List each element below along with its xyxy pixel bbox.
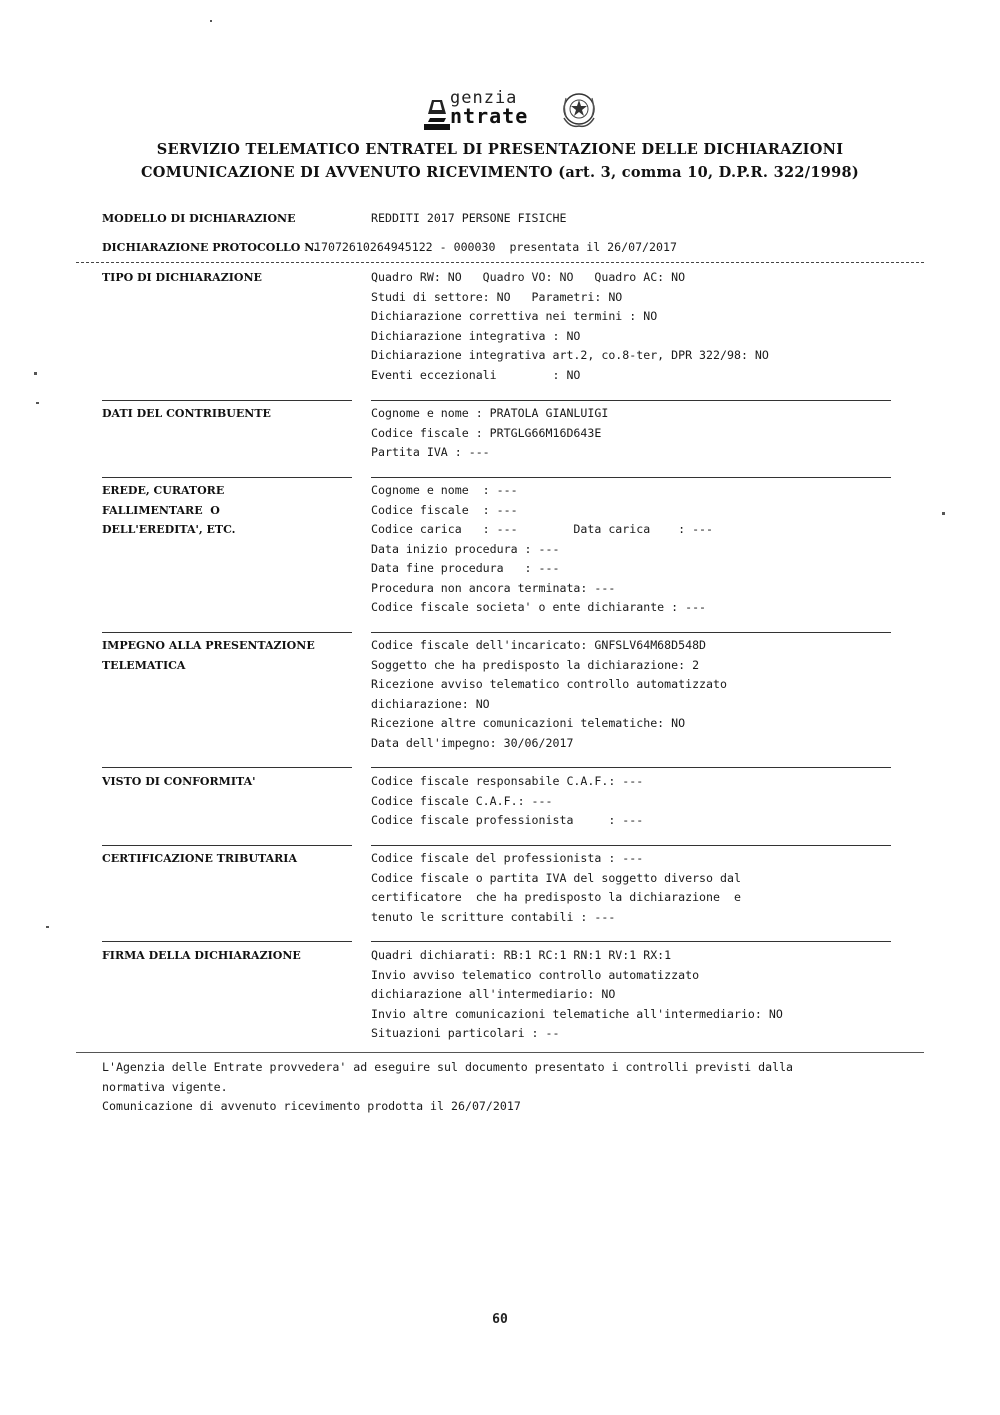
section-label: CERTIFICAZIONE TRIBUTARIA — [102, 852, 297, 865]
section-line: Cognome e nome : --- — [371, 483, 518, 497]
logo-agenzia-text: genzia — [450, 88, 518, 108]
section-line: dichiarazione all'intermediario: NO — [371, 987, 616, 1001]
section-divider-right — [371, 767, 891, 768]
section-line: Data inizio procedura : --- — [371, 541, 560, 556]
section-line: Quadro RW: NO Quadro VO: NO Quadro AC: NO — [371, 270, 686, 284]
modello-label: MODELLO DI DICHIARAZIONE — [102, 212, 296, 225]
scan-speck — [34, 372, 37, 375]
scan-speck — [46, 926, 49, 928]
section-divider-left — [102, 632, 352, 633]
section-line: Codice fiscale responsabile C.A.F.: --- — [371, 774, 644, 788]
section-line: Data fine procedura : --- — [371, 561, 560, 575]
section-line: Eventi eccezionali : NO — [371, 367, 581, 382]
section-divider-right — [371, 477, 891, 478]
section-label: DELL'EREDITA', ETC. — [102, 523, 236, 536]
scan-speck — [942, 512, 945, 515]
section-line: dichiarazione: NO — [371, 696, 490, 711]
section-line: Codice carica : --- Data carica : --- — [371, 522, 714, 536]
section-line: Situazioni particolari : -- — [371, 1026, 560, 1040]
footer-line: normativa vigente. — [102, 1079, 228, 1094]
section-line: Codice fiscale professionista : --- — [371, 813, 644, 827]
section-label: IMPEGNO ALLA PRESENTAZIONE — [102, 639, 315, 652]
section-line: Codice fiscale del professionista : --- — [371, 851, 644, 865]
section-divider-left — [102, 767, 352, 768]
section-line: Procedura non ancora terminata: --- — [371, 580, 616, 595]
footer-divider — [76, 1052, 924, 1053]
protocollo-value: 17072610264945122 - 000030 presentata il 26/07/2017 — [314, 240, 677, 254]
protocollo-label: DICHIARAZIONE PROTOCOLLO N. — [102, 241, 318, 254]
scan-speck — [210, 20, 212, 22]
section-line: Studi di settore: NO Parametri: NO — [371, 289, 623, 304]
section-line: Dichiarazione integrativa art.2, co.8-ter, DPR 322/98: NO — [371, 348, 769, 362]
footer-line: L'Agenzia delle Entrate provvedera' ad eseguire sul documento presentato i controlli previsti dalla — [102, 1060, 794, 1074]
section-label: TIPO DI DICHIARAZIONE — [102, 271, 262, 284]
logo-e-icon — [420, 94, 454, 132]
logo-entrate-text: ntrate — [450, 104, 529, 128]
section-line: tenuto le scritture contabili : --- — [371, 909, 616, 924]
dashed-divider — [76, 262, 924, 263]
section-divider-left — [102, 477, 352, 478]
section-line: Codice fiscale societa' o ente dichiarante : --- — [371, 600, 707, 614]
modello-value: REDDITI 2017 PERSONE FISICHE — [371, 211, 567, 225]
section-line: Invio avviso telematico controllo automatizzato — [371, 967, 700, 982]
section-divider-left — [102, 941, 352, 942]
scan-speck — [36, 402, 39, 404]
document-subtitle: COMUNICAZIONE DI AVVENUTO RICEVIMENTO (art. 3, comma 10, D.P.R. 322/1998) — [140, 164, 860, 181]
page-number: 60 — [492, 1312, 508, 1327]
section-line: Ricezione altre comunicazioni telematiche: NO — [371, 716, 686, 730]
republic-seal-icon — [558, 88, 600, 130]
section-divider-right — [371, 941, 891, 942]
document-title: SERVIZIO TELEMATICO ENTRATEL DI PRESENTAZIONE DELLE DICHIARAZIONI — [156, 141, 844, 158]
section-label: VISTO DI CONFORMITA' — [102, 775, 256, 788]
section-line: certificatore che ha predisposto la dichiarazione e — [371, 890, 741, 904]
section-divider-right — [371, 845, 891, 846]
section-line: Codice fiscale dell'incaricato: GNFSLV64M68D548D — [371, 638, 707, 652]
section-line: Codice fiscale : --- — [371, 502, 518, 517]
section-line: Partita IVA : --- — [371, 445, 490, 459]
section-line: Soggetto che ha predisposto la dichiarazione: 2 — [371, 657, 700, 672]
section-line: Codice fiscale : PRTGLG66M16D643E — [371, 425, 602, 440]
section-label: FIRMA DELLA DICHIARAZIONE — [102, 949, 301, 962]
section-label: DATI DEL CONTRIBUENTE — [102, 407, 271, 420]
section-divider-right — [371, 400, 891, 401]
section-line: Codice fiscale o partita IVA del soggetto diverso dal — [371, 870, 741, 885]
section-line: Codice fiscale C.A.F.: --- — [371, 793, 553, 808]
section-line: Invio altre comunicazioni telematiche all'intermediario: NO — [371, 1006, 783, 1021]
agenzia-entrate-logo — [420, 86, 600, 138]
section-divider-left — [102, 845, 352, 846]
section-line: Dichiarazione integrativa : NO — [371, 328, 581, 343]
section-line: Data dell'impegno: 30/06/2017 — [371, 735, 574, 750]
footer-line: Comunicazione di avvenuto ricevimento prodotta il 26/07/2017 — [102, 1099, 521, 1113]
footer-note — [102, 1058, 932, 1117]
section-line: Dichiarazione correttiva nei termini : NO — [371, 309, 658, 323]
section-line: Cognome e nome : PRATOLA GIANLUIGI — [371, 406, 609, 420]
section-divider-left — [102, 400, 352, 401]
section-line: Quadri dichiarati: RB:1 RC:1 RN:1 RV:1 RX:1 — [371, 948, 672, 962]
section-label: EREDE, CURATORE — [102, 484, 225, 497]
section-label: FALLIMENTARE O — [102, 503, 220, 517]
section-line: Ricezione avviso telematico controllo automatizzato — [371, 677, 727, 691]
section-label: TELEMATICA — [102, 658, 186, 672]
section-divider-right — [371, 632, 891, 633]
